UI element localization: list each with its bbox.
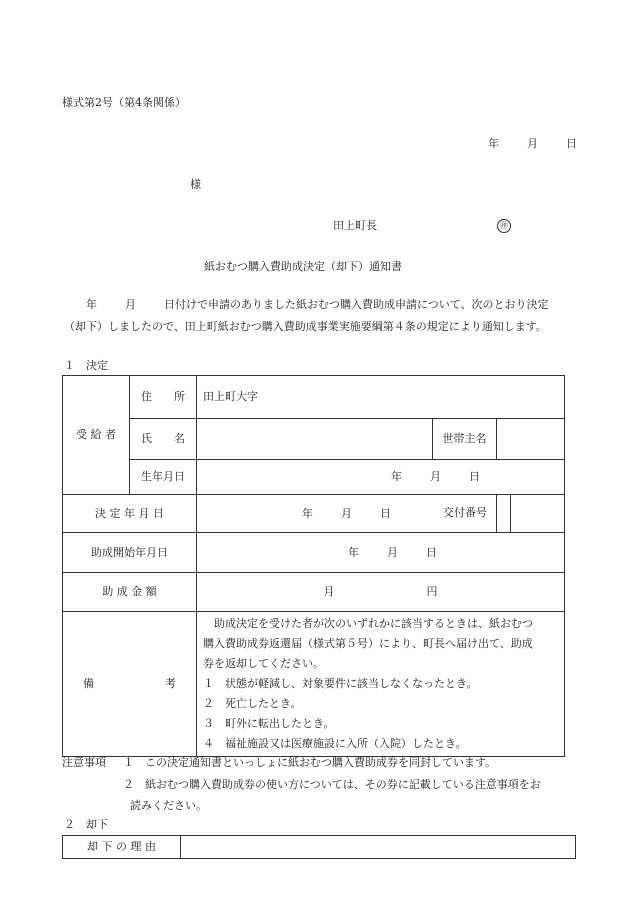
issue-number-text: 交付番号 [443,506,487,519]
decision-table [62,375,565,757]
recipient-label: 受 給 者 [63,376,130,495]
issuer-name: 田上町長 [333,219,377,232]
rejection-reason-label: 却 下 の 理 由 [63,836,181,859]
rejection-reason-field[interactable] [181,836,576,859]
birthdate-field[interactable] [197,460,565,495]
amount-yen: 円 [426,585,438,599]
decision-date-year: 年 [302,506,313,520]
remarks-label-right: 考 [165,677,176,691]
section-decision-heading: １ 決定 [64,359,108,372]
name-label: 氏 名 [130,419,197,460]
decision-date-day: 日 [380,506,391,520]
start-date-year: 年 [348,545,359,559]
remarks-line: ３ 町外に転出したとき。 [203,717,335,730]
intro-line-1 [86,298,549,311]
intro-line-2: （却下）しましたので、田上町紙おむつ購入費助成事業実施要綱第４条の規定により通知します。 [64,320,547,333]
amount-field[interactable] [197,573,565,612]
decision-date-month: 月 [341,506,352,520]
householder-field[interactable] [497,419,565,460]
issue-number-label [497,495,511,533]
seal-icon: ㊞ [497,219,511,233]
remarks-label-left: 備 [83,677,94,691]
document-title: 紙おむつ購入費助成決定（却下）通知書 [204,260,402,273]
birthdate-year: 年 [391,470,402,484]
amount-month: 月 [323,585,335,599]
intro-text-1: 日付けで申請のありました紙おむつ購入費助成申請について、次のとおり決定 [164,298,549,311]
name-field[interactable] [197,419,433,460]
note-item-1: １ この決定通知書といっしょに紙おむつ購入費助成券を同封しています。 [123,756,497,769]
addressee-suffix: 様 [190,178,201,191]
start-date-field[interactable] [197,533,565,573]
section-rejection-heading: ２ 却下 [64,818,108,831]
address-field[interactable]: 田上町大字 [197,376,565,419]
start-date-month: 月 [387,545,398,559]
form-number: 様式第2号（第4条関係） [62,96,186,109]
start-date-day: 日 [426,545,437,559]
amount-label: 助 成 金 額 [63,573,197,612]
remarks-line: ４ 福祉施設又は医療施設に入所（入院）したとき。 [203,737,467,750]
issue-date [488,137,577,150]
birthdate-month: 月 [430,470,441,484]
note-item-2-line-2: 読みください。 [130,799,207,812]
remarks-line: 購入費助成券返還届（様式第５号）により、町長へ届け出て、助成 [203,637,533,650]
notes-label: 注意事項 [62,756,106,769]
address-label: 住 所 [130,376,197,419]
remarks-content [197,612,565,757]
note-item-2-line-1: ２ 紙おむつ購入費助成券の使い方については、その券に記載している注意事項をお [123,778,541,791]
issue-number-field[interactable] [511,495,565,533]
remarks-line: 助成決定を受けた者が次のいずれかに該当するときは、紙おむつ [203,617,533,630]
householder-label: 世帯主名 [433,419,497,460]
remarks-line: 券を返却してください。 [203,657,324,670]
remarks-line: ２ 死亡したとき。 [203,697,302,710]
intro-month: 月 [125,298,136,311]
decision-date-label: 決 定 年 月 日 [63,495,197,533]
birthdate-day: 日 [469,470,480,484]
intro-year: 年 [86,298,97,311]
issue-date-day: 日 [566,137,577,150]
rejection-table [62,835,576,859]
start-date-label: 助成開始年月日 [63,533,197,573]
issue-date-month: 月 [527,137,538,150]
issue-date-year: 年 [488,137,499,150]
remarks-label [63,612,197,757]
remarks-line: １ 状態が軽減し、対象要件に該当しなくなったとき。 [203,677,478,690]
seal-mark [497,218,511,233]
birthdate-label: 生年月日 [130,460,197,495]
